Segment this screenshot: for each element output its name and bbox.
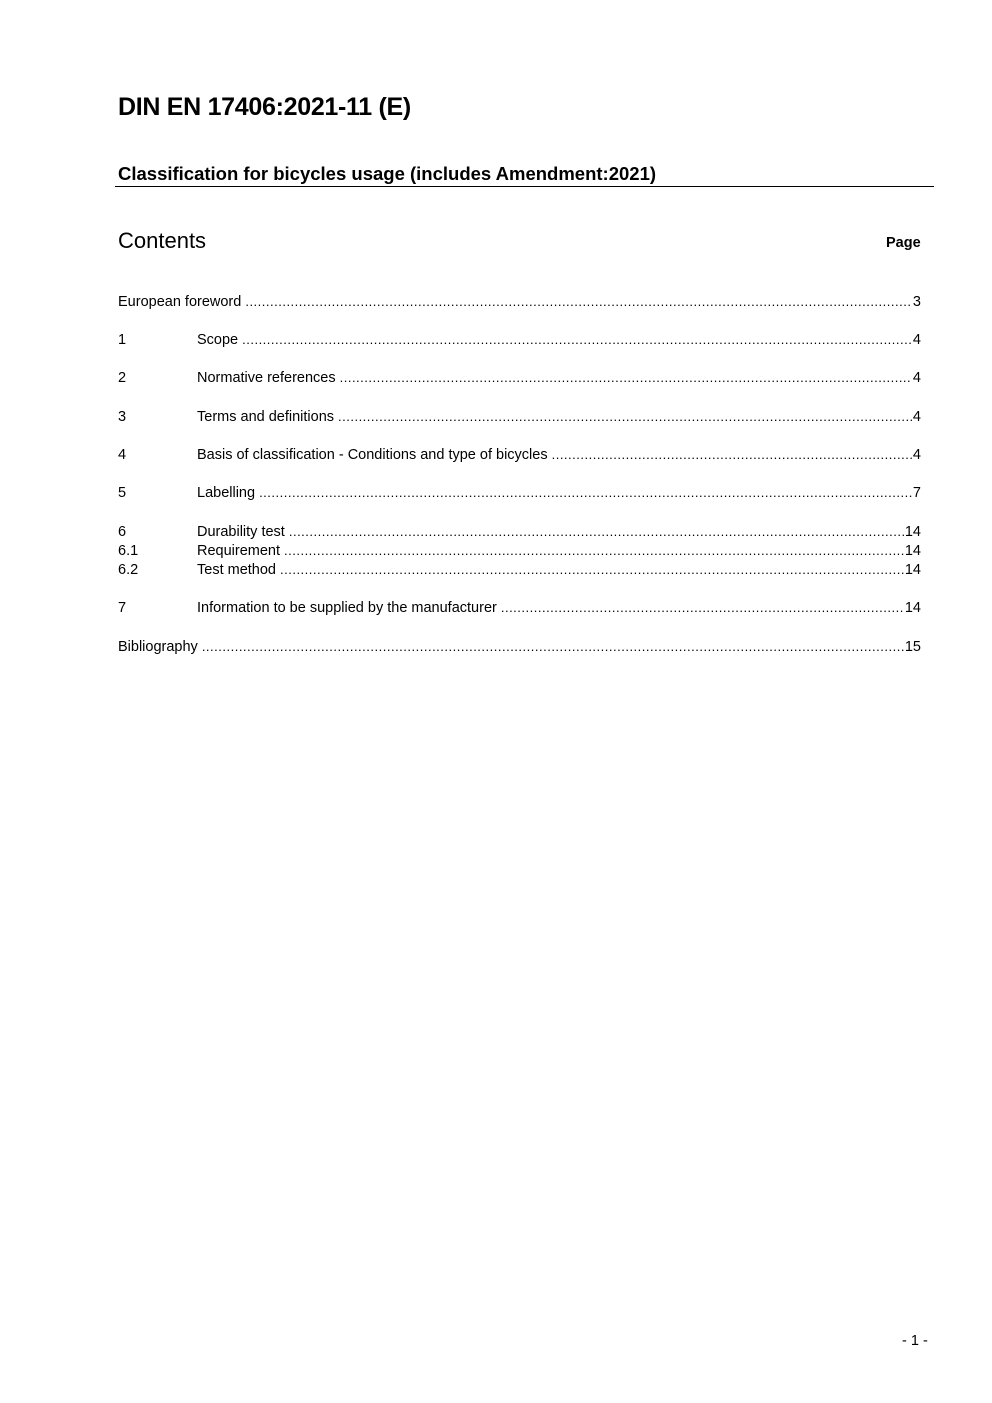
- page-column-heading: Page: [886, 235, 921, 251]
- toc-leader: [259, 484, 912, 502]
- toc-leader: [338, 408, 912, 426]
- toc-leader: [242, 331, 912, 349]
- toc-leader: [284, 542, 904, 560]
- document-subtitle: Classification for bicycles usage (includes Amendment:2021): [118, 163, 657, 184]
- toc-leader: [245, 293, 912, 311]
- toc-page: 4: [912, 332, 921, 348]
- page-number: - 1 -: [902, 1333, 928, 1349]
- toc-leader: [340, 369, 912, 387]
- toc-entry-scope[interactable]: [118, 331, 921, 349]
- toc-leader: [202, 638, 904, 656]
- toc-page: 15: [904, 639, 921, 655]
- toc-number: 5: [118, 485, 127, 501]
- toc-number: 3: [118, 409, 127, 425]
- toc-entry-durability-test[interactable]: [118, 523, 921, 541]
- toc-number: 6.1: [118, 543, 139, 559]
- toc-page: 14: [904, 543, 921, 559]
- toc-title: Scope: [197, 332, 239, 348]
- toc-entry-terms-definitions[interactable]: [118, 408, 921, 426]
- toc-page: 14: [904, 600, 921, 616]
- toc-page: 4: [912, 409, 921, 425]
- toc-leader: [280, 561, 904, 579]
- toc-number: 6: [118, 524, 127, 540]
- toc-entry-test-method[interactable]: [118, 561, 921, 579]
- toc-page: 14: [904, 562, 921, 578]
- toc-entry-information-manufacturer[interactable]: [118, 599, 921, 617]
- toc-entry-bibliography[interactable]: [118, 638, 921, 656]
- toc-page: 7: [912, 485, 921, 501]
- contents-heading: Contents: [118, 228, 207, 253]
- toc-title: Terms and definitions: [197, 409, 335, 425]
- toc-entry-requirement[interactable]: [118, 542, 921, 560]
- toc-leader: [552, 446, 912, 464]
- toc-title: Information to be supplied by the manufacturer: [197, 600, 497, 616]
- toc-leader: [289, 523, 904, 541]
- toc-title: Bibliography: [118, 639, 198, 655]
- toc-title: Labelling: [197, 485, 256, 501]
- toc-number: 7: [118, 600, 127, 616]
- toc-title: Basis of classification - Conditions and type of bicycles: [197, 447, 548, 463]
- toc-number: 4: [118, 447, 127, 463]
- toc-page: 4: [912, 447, 921, 463]
- toc-page: 14: [904, 524, 921, 540]
- toc-entry-basis-of-classification[interactable]: [118, 446, 921, 464]
- document-id: DIN EN 17406:2021-11 (E): [118, 93, 411, 121]
- toc-title: European foreword: [118, 294, 242, 310]
- toc-number: 1: [118, 332, 127, 348]
- toc-number: 2: [118, 370, 127, 386]
- toc-leader: [501, 599, 904, 617]
- toc-title: Test method: [197, 562, 276, 578]
- toc-entry-labelling[interactable]: [118, 484, 921, 502]
- toc-number: 6.2: [118, 562, 139, 578]
- toc-title: Durability test: [197, 524, 285, 540]
- toc-page: 3: [912, 294, 921, 310]
- toc-title: Requirement: [197, 543, 281, 559]
- toc-entry-normative-references[interactable]: [118, 369, 921, 387]
- title-rule: [115, 186, 934, 187]
- toc-title: Normative references: [197, 370, 336, 386]
- toc-entry-foreword[interactable]: [118, 293, 921, 311]
- toc-page: 4: [912, 370, 921, 386]
